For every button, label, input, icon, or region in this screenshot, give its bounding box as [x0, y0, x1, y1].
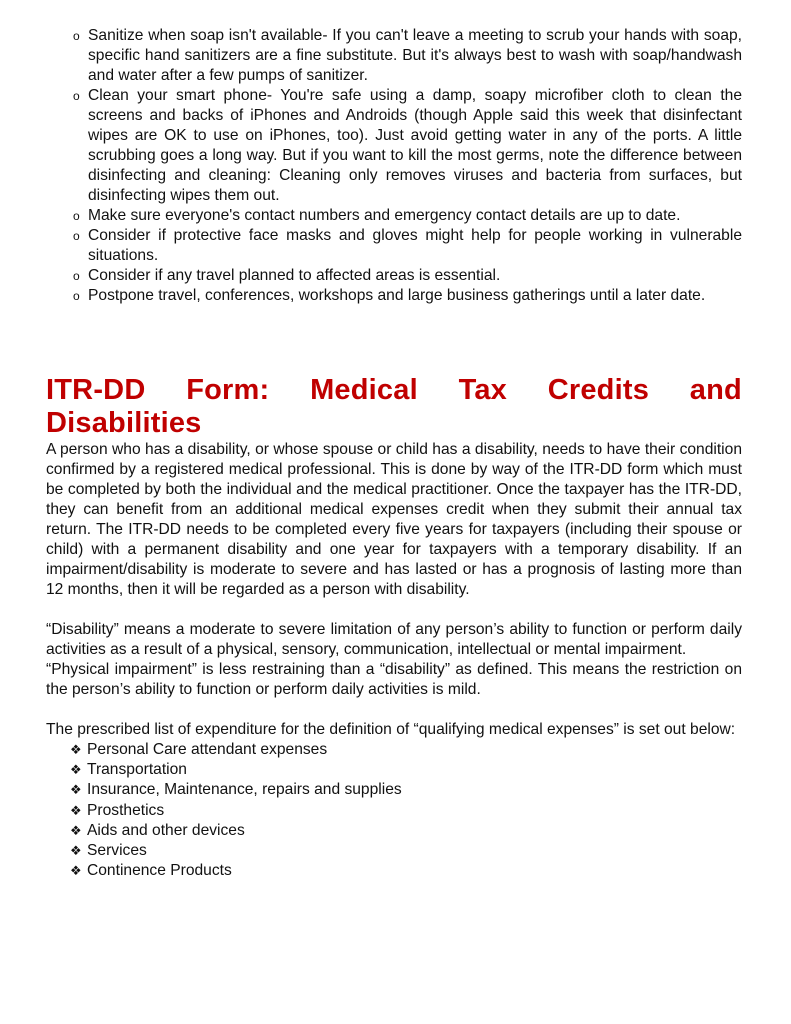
list-item-text: Postpone travel, conferences, workshops and large business gatherings until a later date.: [88, 287, 706, 304]
list-item: [70, 740, 742, 760]
list-item-text: Consider if any travel planned to affected areas is essential.: [88, 267, 501, 284]
diamond-bullet-icon: ❖: [70, 762, 82, 778]
list-item-text: Transportation: [87, 761, 187, 779]
list-item-text: Sanitize when soap isn't available- If you can't leave a meeting to scrub your hands with soap, specific hand sanitizers are a fine substitute. But it's always best to wash with soap/handwash and water after a few pumps of sanitizer.: [88, 27, 742, 84]
list-item: [70, 760, 742, 780]
list-item: [46, 86, 742, 206]
heading-word: and: [689, 374, 742, 406]
list-item: [70, 861, 742, 881]
diamond-bullet-icon: ❖: [70, 782, 82, 798]
list-item-text: Insurance, Maintenance, repairs and supplies: [87, 781, 402, 799]
list-item: [46, 226, 742, 266]
circle-bullet-icon: o: [73, 269, 80, 283]
qualifying-expenses-list: [46, 740, 742, 881]
heading-line-2: Disabilities: [46, 407, 202, 439]
heading-word: Credits: [547, 374, 650, 406]
diamond-bullet-icon: ❖: [70, 822, 82, 838]
circle-bullet-icon: o: [73, 29, 80, 43]
list-item: [46, 286, 742, 306]
circle-bullet-icon: o: [73, 229, 80, 243]
list-item: [70, 780, 742, 800]
list-item-text: Aids and other devices: [87, 821, 245, 839]
hygiene-tips-list: [46, 26, 742, 306]
heading-line-1: [46, 374, 742, 407]
list-item: [70, 801, 742, 821]
circle-bullet-icon: o: [73, 209, 80, 223]
diamond-bullet-icon: ❖: [70, 863, 82, 879]
list-item-text: Personal Care attendant expenses: [87, 741, 328, 758]
list-item: [46, 206, 742, 226]
heading-word: Form:: [186, 374, 270, 406]
list-item: [46, 266, 742, 286]
list-item-text: Make sure everyone's contact numbers and emergency contact details are up to date.: [88, 207, 681, 224]
list-item-text: Prosthetics: [87, 801, 165, 819]
spacer: [46, 306, 742, 374]
section-heading: [46, 374, 742, 440]
diamond-bullet-icon: ❖: [70, 802, 82, 818]
list-item-text: Continence Products: [87, 862, 232, 880]
list-item: [70, 841, 742, 861]
list-item: [70, 821, 742, 841]
list-item-text: Clean your smart phone- You're safe using a damp, soapy microfiber cloth to clean the screens and backs of iPhones and Androids (though Apple said this week that disinfectant wipes are OK to use on iPhones, too). Just avoid getting water in any of the ports. A little scrubbing goes a long way. But if you want to kill the most germs, note the difference between disinfecting and cleaning: Cleaning only removes viruses and bacteria from surfaces, but disinfecting wipes them out.: [88, 87, 742, 204]
intro-paragraph: A person who has a disability, or whose spouse or child has a disability, needs to have their condition confirmed by a registered medical professional. This is done by way of the ITR-DD form which must be completed by both the individual and the medical practitioner. Once the taxpayer has the ITR-DD, they can benefit from an additional medical expenses credit when they submit their annual tax return. The ITR-DD needs to be completed every five years for taxpayers (including their spouse or child) with a permanent disability and one year for taxpayers with a temporary disability. If an impairment/disability is moderate to severe and has lasted or has a prognosis of lasting more than 12 months, then it will be regarded as a person with disability.: [46, 441, 742, 598]
circle-bullet-icon: o: [73, 89, 80, 103]
list-item-text: Services: [87, 842, 147, 860]
heading-word: Medical: [310, 374, 418, 406]
heading-word: Tax: [458, 374, 507, 406]
diamond-bullet-icon: ❖: [70, 742, 82, 757]
circle-bullet-icon: o: [73, 289, 80, 303]
diamond-bullet-icon: ❖: [70, 843, 82, 859]
expenditure-intro: The prescribed list of expenditure for the definition of “qualifying medical expenses” is set out below:: [46, 721, 736, 738]
physical-impairment-definition: “Physical impairment” is less restraining than a “disability” as defined. This means the restriction on the person’s ability to function or perform daily activities is mild.: [46, 661, 742, 698]
list-item-text: Consider if protective face masks and gloves might help for people working in vulnerable situations.: [88, 227, 742, 264]
disability-definition: “Disability” means a moderate to severe limitation of any person’s ability to function or perform daily activities as a result of a physical, sensory, communication, intellectual or mental impairment.: [46, 621, 742, 658]
document-page: [46, 26, 742, 881]
heading-word: ITR-DD: [46, 374, 146, 406]
list-item: [46, 26, 742, 86]
